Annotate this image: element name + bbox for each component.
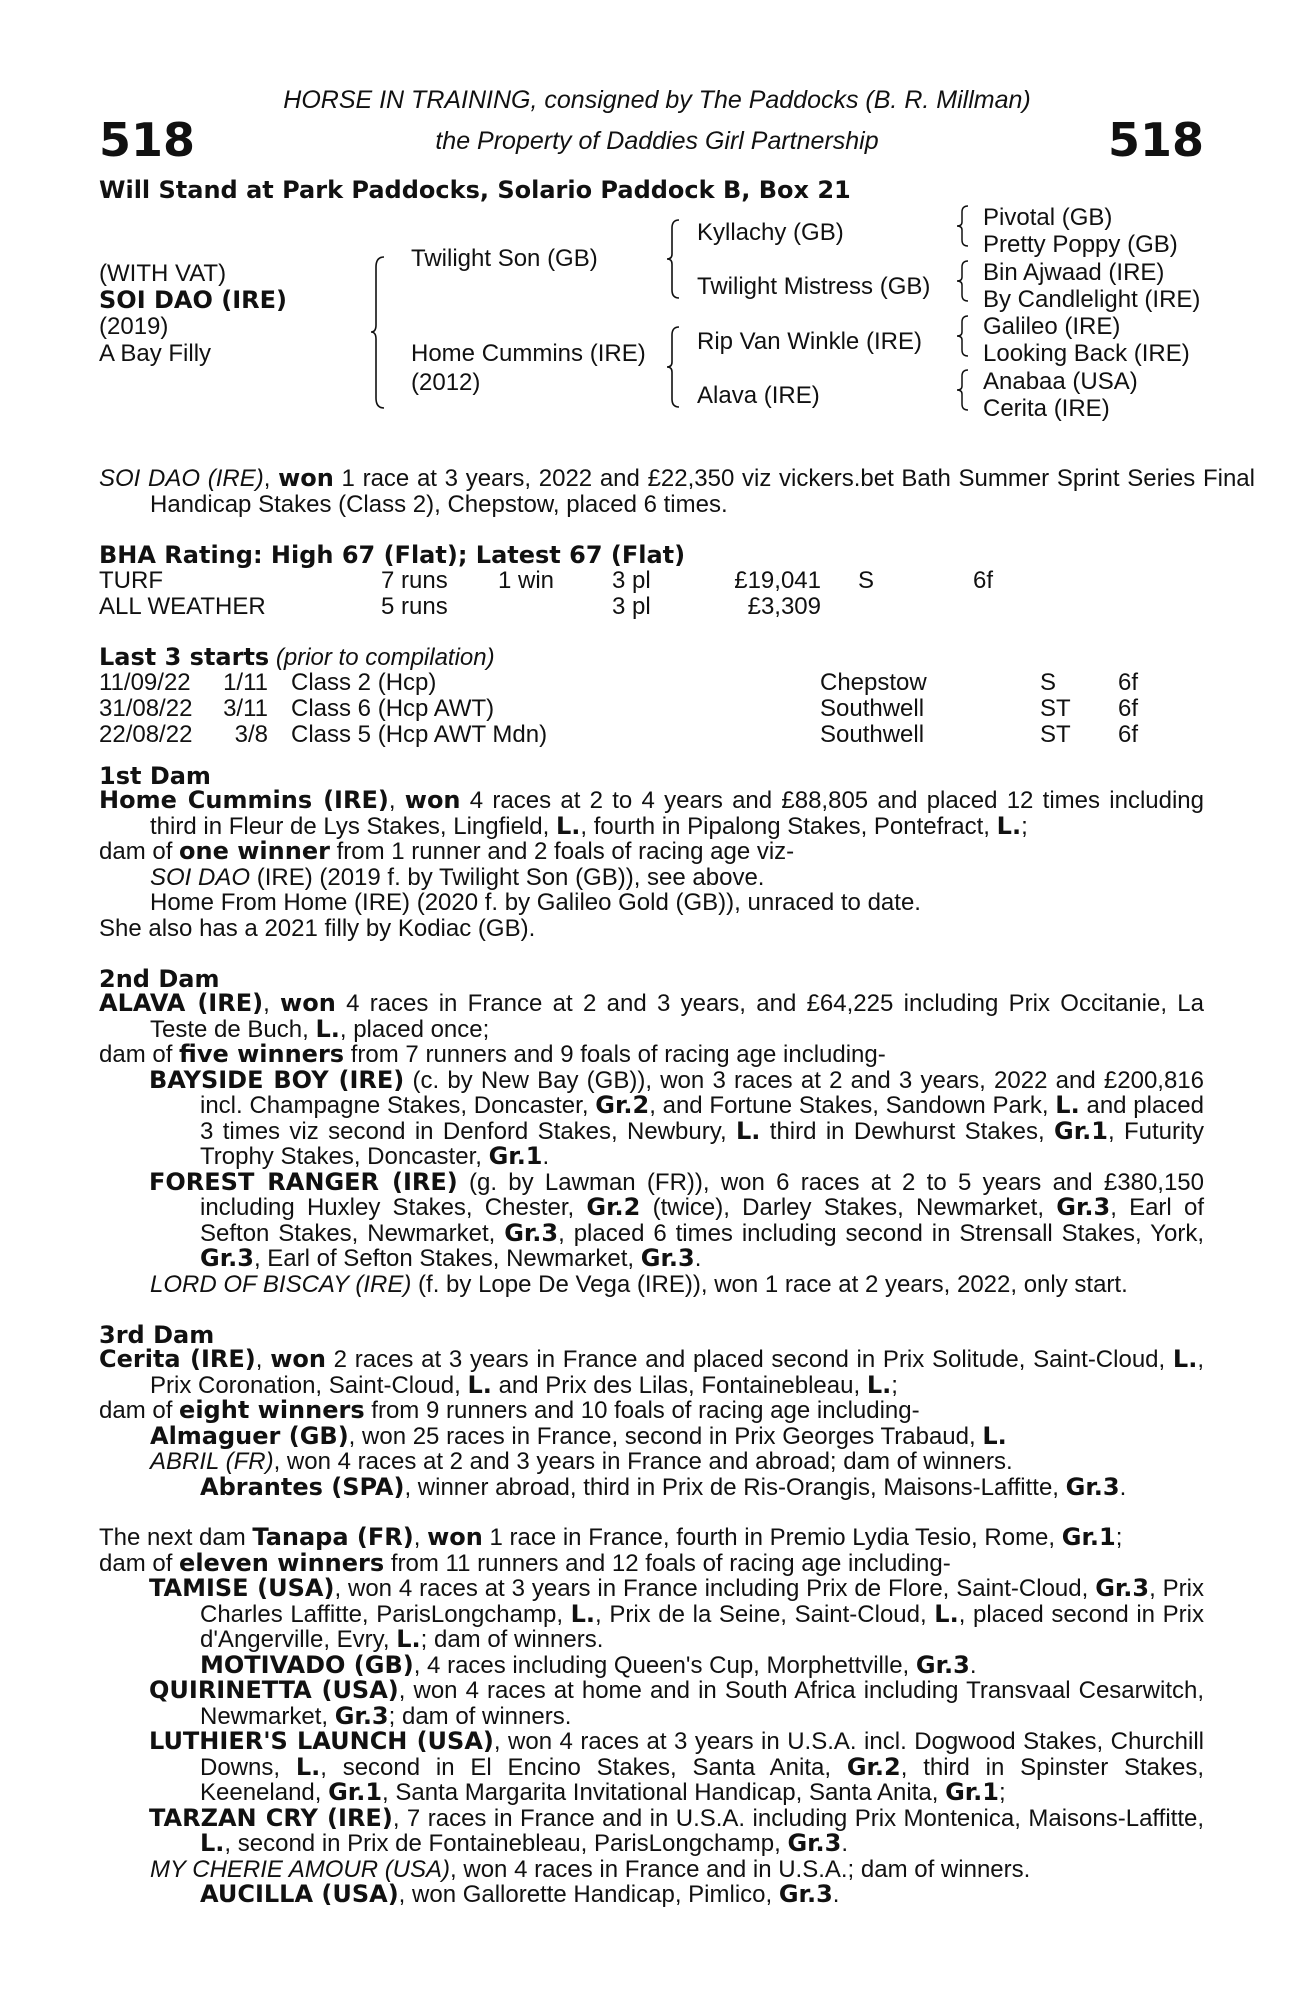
bayside-boy-entry: BAYSIDE BOY (IRE) (c. by New Bay (GB)), won 3 races at 2 and 3 years, 2022 and £200,816 incl. Champagne Stakes, Doncaster, Gr.2, and Fortune Stakes, Sandown Park, L. and placed 3 times viz second in Denford Stakes, Newbury, L. third in Dewhurst Stakes, Gr.1, Futurity Trophy Stakes, Doncaster, Gr.1. (149, 1065, 1205, 1170)
start-dist: 6f (1118, 669, 1139, 696)
dam-name: Home Cummins (IRE) (411, 340, 646, 367)
sire-sire-name: Kyllachy (GB) (697, 219, 844, 246)
turf-wins: 1 win (498, 567, 555, 594)
next-dam-produce-line: dam of eleven winners from 11 runners and 12 foals of racing age including- (99, 1548, 951, 1577)
summary-horse: SOI DAO (IRE) (99, 465, 264, 492)
last-starts-title: Last 3 starts (99, 643, 270, 671)
aw-surface: ALL WEATHER (99, 593, 266, 620)
race-summary: SOI DAO (IRE), won 1 race at 3 years, 2022 and £22,350 viz vickers.bet Bath Summer Sprint Series Final Handicap Stakes (Class 2), Chepstow, placed 6 times. (99, 464, 1255, 518)
start-pos: 3/11 (223, 695, 268, 722)
motivado-entry: MOTIVADO (GB), 4 races including Queen's Cup, Morphettville, Gr.3. (200, 1650, 977, 1679)
first-dam-produce-line: dam of one winner from 1 runner and 2 foals of racing age viz- (99, 837, 795, 865)
sire-name: Twilight Son (GB) (411, 245, 598, 272)
bha-rating-title: BHA Rating: High 67 (Flat); Latest 67 (Flat) (99, 541, 686, 569)
start-course: Southwell (820, 721, 925, 748)
start-row (0, 721, 1314, 747)
turf-going: S (858, 567, 875, 594)
aw-earnings: £3,309 (747, 593, 821, 620)
second-dam-record: ALAVA (IRE), won 4 races in France at 2 and 3 years, and £64,225 including Prix Occitanie, La Teste de Buch, L., placed once; (99, 989, 1204, 1043)
twilight-mistress-bracket (956, 259, 972, 303)
start-race: Class 5 (Hcp AWT Mdn) (291, 721, 548, 748)
turf-earnings: £19,041 (734, 567, 821, 594)
stabling-line: Will Stand at Park Paddocks, Solario Paddock B, Box 21 (99, 176, 851, 204)
start-date: 22/08/22 (99, 721, 193, 748)
start-pos: 1/11 (223, 669, 268, 696)
almaguer-entry: Almaguer (GB), won 25 races in France, second in Prix Georges Trabaud, L. (150, 1421, 1007, 1450)
ancestor-1: Pivotal (GB) (983, 204, 1113, 231)
third-dam-produce-line: dam of eight winners from 9 runners and 10 foals of racing age including- (99, 1396, 920, 1424)
forest-ranger-entry: FOREST RANGER (IRE) (g. by Lawman (FR)), won 6 races at 2 to 5 years and £380,150 including Huxley Stakes, Chester, Gr.2 (twice), Darley Stakes, Newmarket, Gr.3, Earl of Sefton Stakes, Newmarket, Gr.3, placed 6 times including second in Strensall Stakes, York, Gr.3, Earl of Sefton Stakes, Newmarket, Gr.3. (149, 1167, 1205, 1272)
third-dam-record: Cerita (IRE), won 2 races at 3 years in France and placed second in Prix Solitude, Saint-Cloud, L., Prix Coronation, Saint-Cloud, L. and Prix des Lilas, Fontainebleau, L.; (99, 1345, 1205, 1399)
first-dam-foal-1: SOI DAO (IRE) (2019 f. by Twilight Son (GB)), see above. (150, 863, 765, 891)
third-dam-heading: 3rd Dam (99, 1321, 215, 1349)
ancestor-8: Cerita (IRE) (983, 395, 1110, 422)
start-dist: 6f (1118, 695, 1139, 722)
third-dam-section (99, 1347, 1204, 1500)
turf-distance: 6f (973, 567, 994, 594)
ancestor-2: Pretty Poppy (GB) (983, 231, 1178, 258)
first-dam-record: Home Cummins (IRE), won 4 races at 2 to 4 years and £88,805 and placed 12 times including third in Fleur de Lys Stakes, Lingfield, L., fourth in Pipalong Stakes, Pontefract, L.; (99, 786, 1204, 840)
next-dam-name: Tanapa (FR) (252, 1523, 414, 1551)
horse-year: (2019) (99, 313, 169, 340)
my-cherie-amour-entry: MY CHERIE AMOUR (USA), won 4 races in France and in U.S.A.; dam of winners. (150, 1855, 1031, 1883)
turf-record-row (0, 567, 1314, 593)
first-dam-note: She also has a 2021 filly by Kodiac (GB). (99, 914, 536, 942)
abril-entry: ABRIL (FR), won 4 races at 2 and 3 years in France and abroad; dam of winners. (150, 1448, 1013, 1475)
second-dam-name: ALAVA (IRE) (99, 989, 264, 1017)
turf-runs: 7 runs (381, 567, 448, 594)
first-dam-heading: 1st Dam (99, 762, 211, 790)
start-race: Class 6 (Hcp AWT) (291, 695, 495, 722)
second-dam-heading: 2nd Dam (99, 965, 220, 993)
luthiers-launch-entry: LUTHIER'S LAUNCH (USA), won 4 races at 3 years in U.S.A. incl. Dogwood Stakes, Churchill Downs, L., second in El Encino Stakes, Santa Anita, Gr.2, third in Spinster Stakes, Keeneland, Gr.1, Santa Margarita Invitational Handicap, Santa Anita, Gr.1; (149, 1727, 1205, 1806)
tamise-entry: TAMISE (USA), won 4 races at 3 years in France including Prix de Flore, Saint-Cloud, Gr.3, Prix Charles Laffitte, ParisLongchamp, L., Prix de la Seine, Saint-Cloud, L., placed second in Prix d'Angerville, Evry, L.; dam of winners. (149, 1574, 1205, 1653)
lot-number-left: 518 (99, 113, 196, 167)
second-dam-produce-line: dam of five winners from 7 runners and 9 foals of racing age including- (99, 1040, 886, 1068)
horse-description: A Bay Filly (99, 340, 212, 367)
first-dam-foal-2: Home From Home (IRE) (2020 f. by Galileo Gold (GB)), unraced to date. (150, 889, 921, 916)
consignment-line: HORSE IN TRAINING, consigned by The Paddocks (B. R. Millman) (283, 86, 1031, 114)
rip-van-winkle-bracket (956, 314, 972, 358)
start-going: ST (1040, 695, 1071, 722)
start-course: Chepstow (820, 669, 927, 696)
dam-year: (2012) (411, 369, 481, 396)
next-dam-section (99, 1525, 1204, 1908)
lord-of-biscay-entry: LORD OF BISCAY (IRE) (f. by Lope De Vega (IRE)), won 1 race at 2 years, 2022, only start. (150, 1270, 1128, 1298)
ancestor-6: Looking Back (IRE) (983, 340, 1190, 367)
turf-placed: 3 pl (612, 567, 651, 594)
abrantes-entry: Abrantes (SPA), winner abroad, third in Prix de Ris-Orangis, Maisons-Laffitte, Gr.3. (200, 1472, 1127, 1501)
start-race: Class 2 (Hcp) (291, 669, 437, 696)
dam-sire-name: Rip Van Winkle (IRE) (697, 328, 922, 355)
third-dam-name: Cerita (IRE) (99, 1345, 256, 1373)
start-going: ST (1040, 721, 1071, 748)
turf-surface: TURF (99, 567, 163, 594)
horse-name: SOI DAO (IRE) (99, 286, 287, 314)
ancestor-7: Anabaa (USA) (983, 368, 1138, 395)
sire-dam-name: Twilight Mistress (GB) (697, 273, 931, 300)
aucilla-entry: AUCILLA (USA), won Gallorette Handicap, Pimlico, Gr.3. (200, 1880, 840, 1908)
summary-text: 1 race at 3 years, 2022 and £22,350 viz vickers.bet Bath Summer Sprint Series Final Handicap Stakes (Class 2), Chepstow, placed 6 times. (150, 465, 1255, 518)
start-date: 31/08/22 (99, 695, 193, 722)
dam-parents-bracket (666, 325, 684, 409)
summary-won: won (278, 464, 334, 492)
start-row (0, 669, 1314, 695)
ancestor-4: By Candlelight (IRE) (983, 286, 1201, 313)
ancestor-3: Bin Ajwaad (IRE) (983, 259, 1165, 286)
start-dist: 6f (1118, 721, 1139, 748)
first-dam-name: Home Cummins (IRE) (99, 786, 389, 814)
sire-dam-bracket (370, 255, 390, 410)
start-course: Southwell (820, 695, 925, 722)
quirinetta-entry: QUIRINETTA (USA), won 4 races at home and in South Africa including Transvaal Cesarwitch, Newmarket, Gr.3; dam of winners. (149, 1676, 1204, 1730)
aw-runs: 5 runs (381, 593, 448, 620)
all-weather-record-row (0, 593, 1314, 619)
dam-dam-name: Alava (IRE) (697, 382, 820, 409)
start-date: 11/09/22 (99, 669, 191, 696)
last-starts-heading (99, 643, 495, 672)
tarzan-cry-entry: TARZAN CRY (IRE), 7 races in France and in U.S.A. including Prix Montenica, Maisons-Laffitte, L., second in Prix de Fontainebleau, ParisLongchamp, Gr.3. (149, 1803, 1204, 1857)
start-going: S (1040, 669, 1057, 696)
kyllachy-bracket (956, 204, 972, 248)
vat-label: (WITH VAT) (99, 260, 227, 287)
second-dam-section (99, 991, 1204, 1297)
last-starts-note: (prior to compilation) (269, 644, 495, 671)
start-row (0, 695, 1314, 721)
sire-parents-bracket (666, 218, 684, 300)
property-line: the Property of Daddies Girl Partnership (435, 127, 879, 155)
ancestor-5: Galileo (IRE) (983, 313, 1121, 340)
aw-placed: 3 pl (612, 593, 651, 620)
start-pos: 3/8 (234, 721, 268, 748)
first-dam-section (99, 788, 1204, 941)
alava-bracket (956, 368, 972, 412)
next-dam-record: The next dam Tanapa (FR), won 1 race in France, fourth in Premio Lydia Tesio, Rome, Gr.1; (99, 1523, 1123, 1551)
lot-number-right: 518 (1107, 113, 1204, 167)
